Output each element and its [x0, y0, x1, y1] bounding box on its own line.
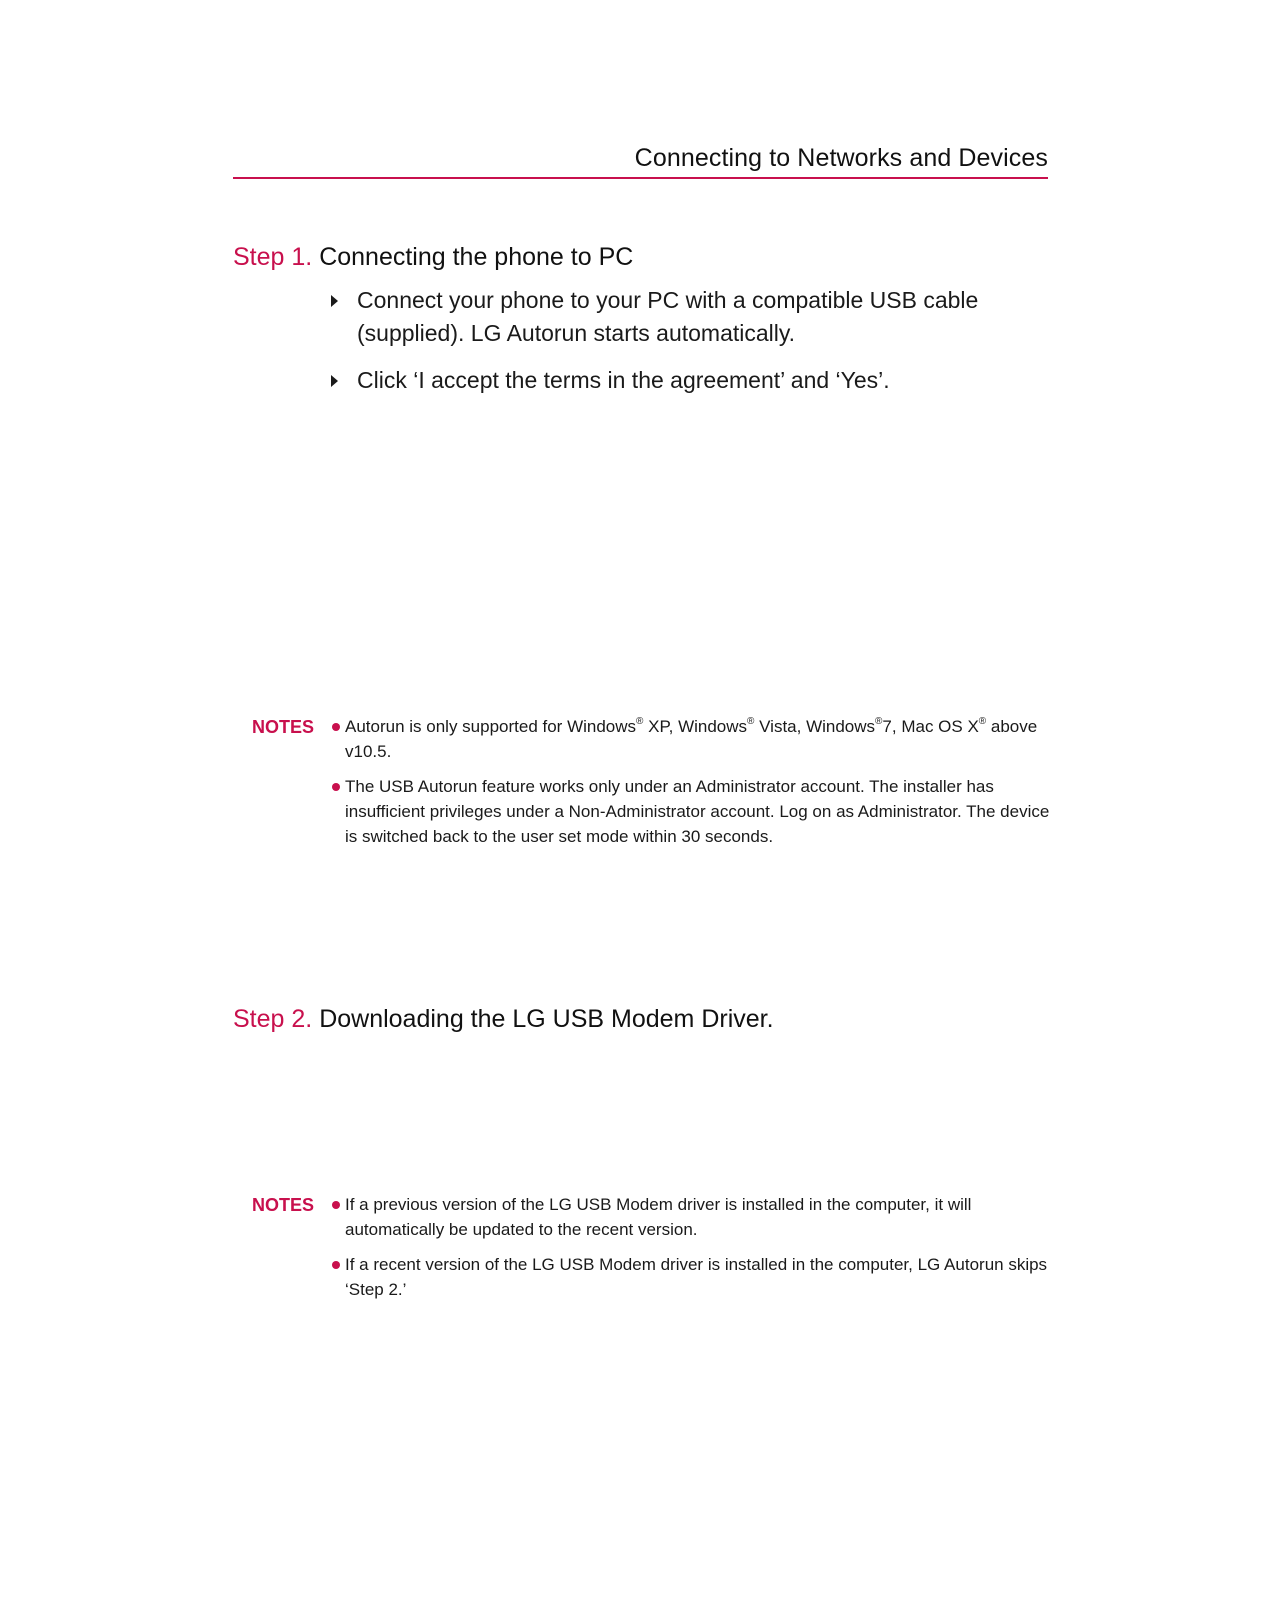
note-text: If a recent version of the LG USB Modem driver is installed in the computer, LG Autorun skips ‘Step 2.’ — [345, 1255, 1048, 1299]
step1-instructions — [327, 284, 1047, 397]
notes-label: NOTES — [252, 717, 315, 737]
notes-list — [252, 1192, 1052, 1302]
triangle-bullet-icon — [331, 295, 338, 307]
step1-title: Connecting the phone to PC — [319, 243, 634, 271]
step1-instruction-text: Click ‘I accept the terms in the agreement’ and ‘Yes’. — [357, 367, 890, 393]
step1-instruction-item — [327, 284, 1047, 350]
dot-bullet-icon — [332, 783, 340, 791]
dot-bullet-icon — [332, 1201, 340, 1209]
note-text: If a previous version of the LG USB Modem driver is installed in the computer, it will automatically be updated to the recent version. — [345, 1195, 972, 1239]
triangle-bullet-icon — [331, 375, 338, 387]
note-item — [330, 1192, 1052, 1242]
dot-bullet-icon — [332, 1261, 340, 1269]
step2-label: Step 2. — [233, 1005, 313, 1033]
notes-block-2 — [252, 1192, 1052, 1302]
step1-instruction-text: Connect your phone to your PC with a compatible USB cable (supplied). LG Autorun starts automatically. — [357, 287, 979, 346]
page-title: Connecting to Networks and Devices — [634, 144, 1048, 172]
dot-bullet-icon — [332, 723, 340, 731]
note-item — [330, 774, 1052, 849]
step1-instruction-item — [327, 364, 1047, 397]
notes-list — [252, 714, 1052, 849]
page-header — [233, 143, 1048, 179]
step1-label: Step 1. — [233, 243, 313, 271]
step2-heading — [233, 1004, 774, 1034]
note-text: Autorun is only supported for Windows® XP, Windows® Vista, Windows®7, Mac OS X® above v10.5. — [345, 716, 1038, 761]
note-text: The USB Autorun feature works only under an Administrator account. The installer has insufficient privileges under a Non-Administrator account. Log on as Administrator. The device is switched back to the user set mode within 30 seconds. — [345, 777, 1050, 846]
note-item — [330, 1252, 1052, 1302]
notes-block-1 — [252, 714, 1052, 849]
notes-label: NOTES — [252, 1195, 315, 1215]
step1-heading — [233, 242, 633, 272]
note-item — [330, 714, 1052, 764]
step2-title: Downloading the LG USB Modem Driver. — [319, 1005, 774, 1033]
